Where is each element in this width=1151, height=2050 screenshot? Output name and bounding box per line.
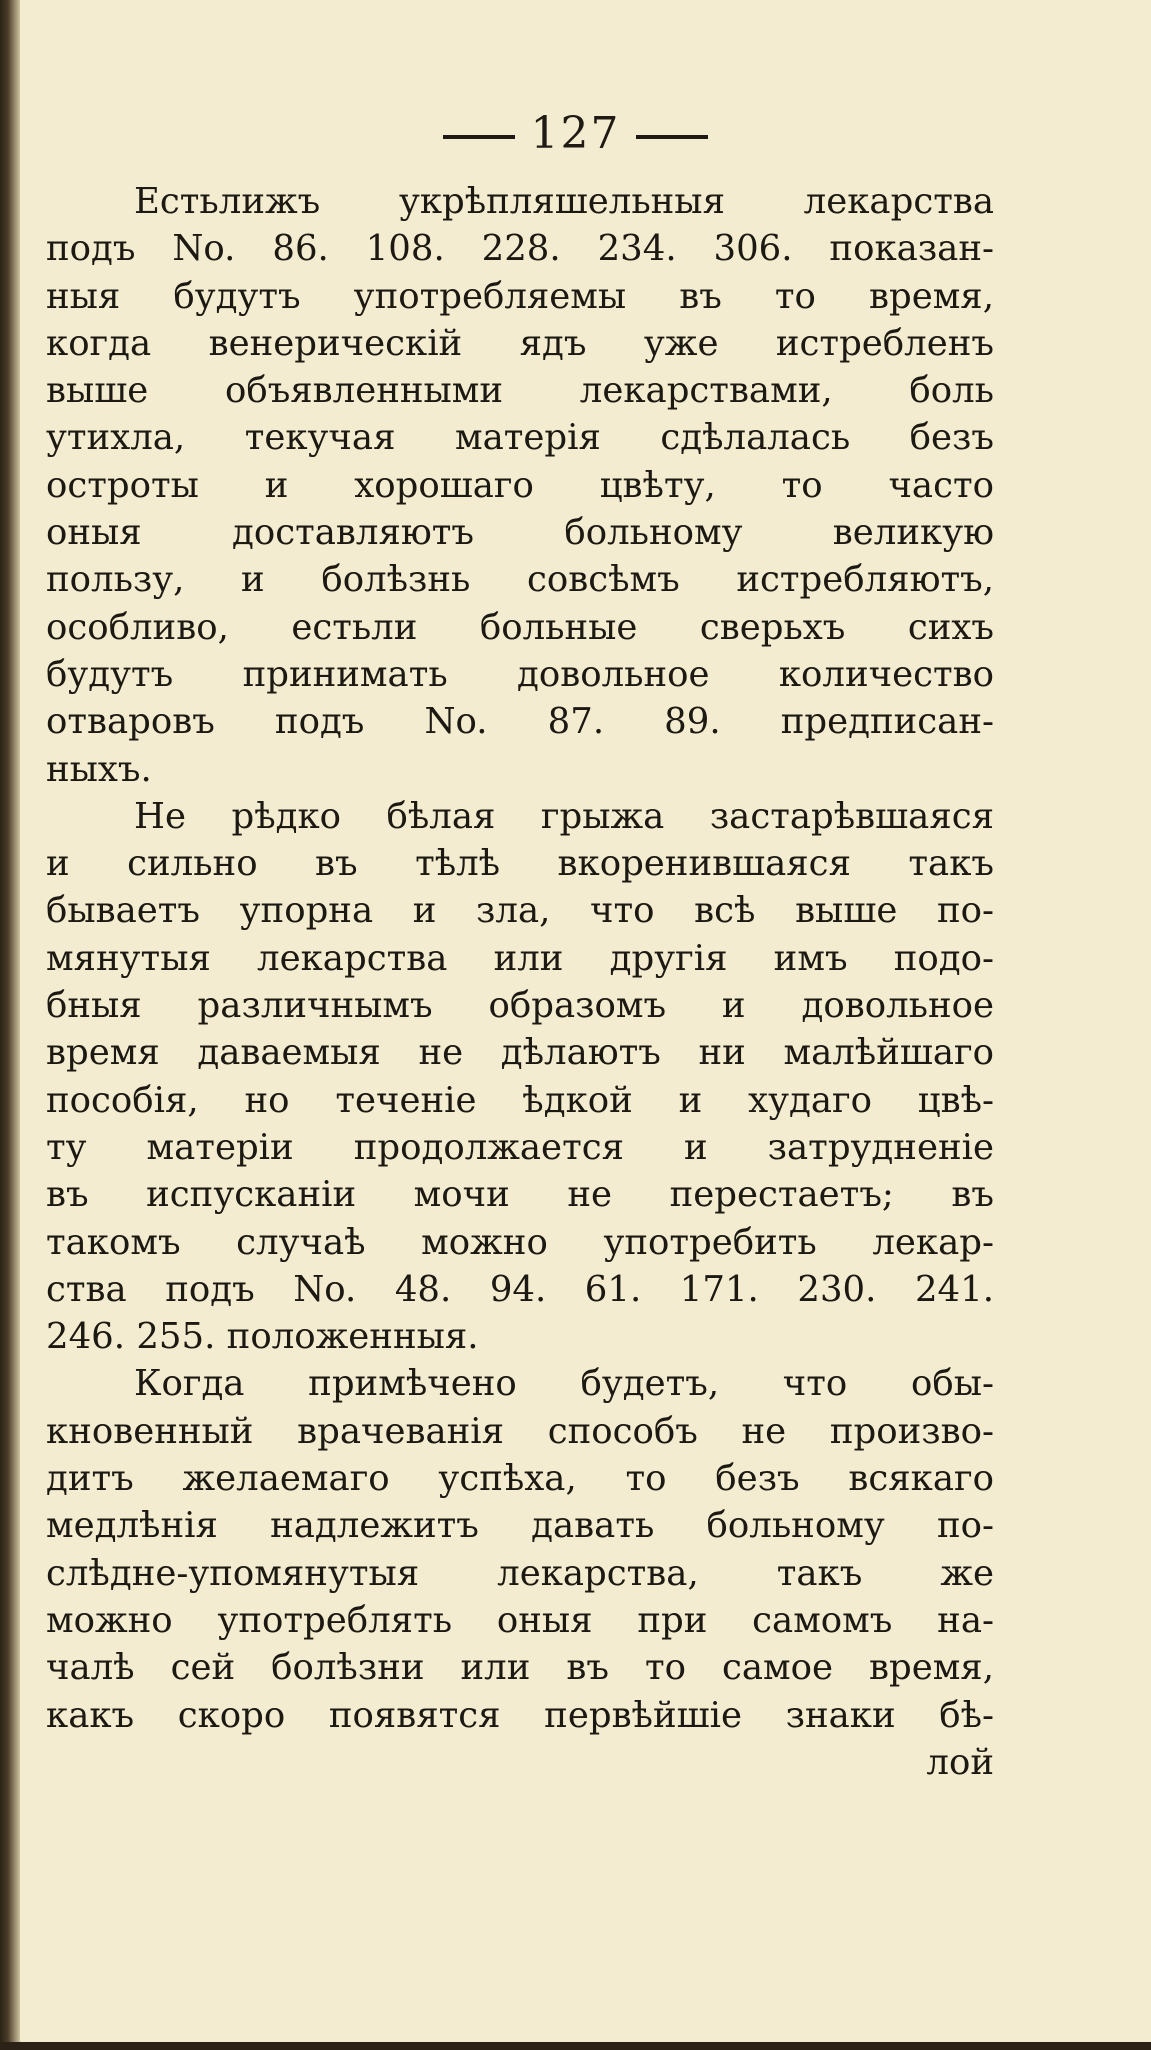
text-line: оныя доставляютъ больному великую — [46, 512, 994, 554]
text-line: можно употреблять оныя при самомъ на- — [46, 1599, 994, 1641]
page-number: 127 — [530, 108, 621, 159]
text-line: Не рѣдко бѣлая грыжа застарѣвшаяся — [134, 795, 994, 837]
text-line: 246. 255. положенныя. — [46, 1316, 479, 1358]
text-line: въ испусканіи мочи не перестаетъ; въ — [46, 1174, 994, 1216]
text-line: пособія, но теченіе ѣдкой и худаго цвѣ- — [46, 1079, 994, 1121]
text-line: ныхъ. — [46, 748, 152, 790]
text-line: слѣдне-упомянутыя лекарства, такъ же — [46, 1552, 994, 1594]
header-dash-right — [636, 135, 708, 139]
text-line: чалѣ сей болѣзни или въ то самое время, — [46, 1647, 994, 1689]
body-text — [46, 178, 994, 1786]
text-line: остроты и хорошаго цвѣту, то часто — [46, 464, 994, 506]
text-line: выше объявленными лекарствами, боль — [46, 370, 994, 412]
text-line: когда венерическій ядъ уже истребленъ — [46, 322, 994, 364]
text-line: будутъ принимать довольное количество — [46, 653, 994, 695]
text-line: Естьлижъ укрѣпляшельныя лекарства — [134, 181, 994, 222]
text-line: бываетъ упорна и зла, что всѣ выше по- — [46, 890, 994, 932]
text-line: утихла, текучая матерія сдѣлалась безъ — [46, 417, 994, 459]
text-line: особливо, естьли больные сверьхъ сихъ — [46, 606, 994, 648]
text-line: ства подъ No. 48. 94. 61. 171. 230. 241. — [46, 1268, 994, 1310]
text-line: ту матеріи продолжается и затрудненіе — [46, 1126, 994, 1168]
text-line: и сильно въ тѣлѣ вкоренившаяся такъ — [46, 843, 994, 885]
text-line: дитъ желаемаго успѣха, то безъ всякаго — [46, 1458, 994, 1500]
text-line: мянутыя лекарства или другія имъ подо- — [46, 937, 994, 979]
text-line: медлѣнія надлежитъ давать больному по- — [46, 1505, 994, 1547]
text-line: какъ скоро появятся первѣйшіе знаки бѣ- — [46, 1694, 994, 1736]
text-line: Когда примѣчено будетъ, что обы- — [134, 1363, 994, 1405]
text-line: пользу, и болѣзнь совсѣмъ истребляютъ, — [46, 559, 994, 601]
text-line: время даваемыя не дѣлаютъ ни малѣйшаго — [46, 1032, 994, 1074]
text-line: такомъ случаѣ можно употребить лекар- — [46, 1221, 994, 1263]
page-bottom-edge — [0, 2042, 1151, 2050]
text-line: отваровъ подъ No. 87. 89. предписан- — [46, 701, 994, 743]
page-header — [0, 108, 1151, 159]
text-line: ныя будутъ употребляемы въ то время, — [46, 275, 994, 317]
text-line: подъ No. 86. 108. 228. 234. 306. показан- — [46, 228, 994, 270]
header-dash-left — [443, 135, 515, 139]
text-line: кновенный врачеванія способъ не произво- — [46, 1410, 994, 1452]
text-line: бныя различнымъ образомъ и довольное — [46, 985, 994, 1027]
page-binding-edge — [0, 0, 20, 2050]
catchword: лой — [926, 1741, 994, 1783]
